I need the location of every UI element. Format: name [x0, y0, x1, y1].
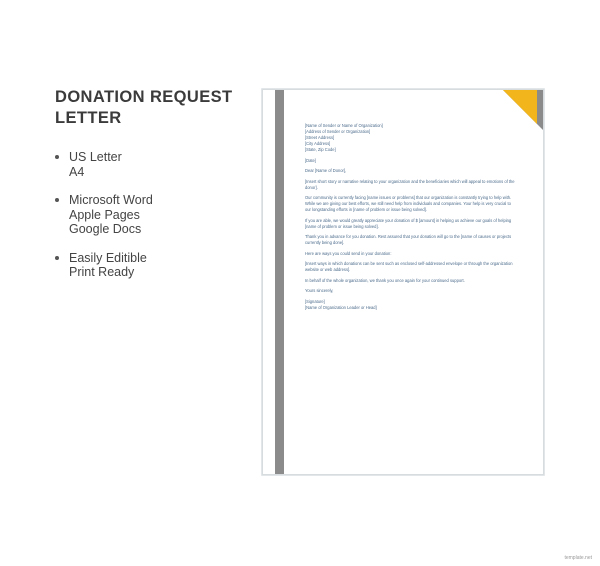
feature-line: Microsoft Word: [69, 193, 153, 207]
sender-line: [Name of Sender or Name of Organization]: [305, 123, 383, 128]
bullet-icon: [55, 198, 59, 202]
letter-paragraph: In behalf of the whole organization, we thank you once again for your continued support.: [305, 277, 465, 283]
feature-item-editing: [55, 251, 245, 280]
letter-paragraph: [Insert short story or narrative relating to your organization and the beneficiaries which will appeal to emotions of the donor].: [305, 178, 515, 190]
bullet-icon: [55, 155, 59, 159]
letter-salutation: Dear [Name of Donor],: [305, 168, 347, 173]
letter-body: [305, 123, 515, 315]
sender-line: [State, Zip Code]: [305, 147, 336, 152]
document-preview[interactable]: [262, 89, 544, 475]
sender-line: [Street Address]: [305, 135, 335, 140]
letter-closing: Yours sincerely,: [305, 288, 334, 293]
feature-line: A4: [69, 164, 85, 179]
document-side-bar: [275, 90, 284, 474]
letter-paragraph: Our community is currently facing [name issues or problems] that our organization is constantly trying to help with. While we are giving our best efforts, we still need help from individuals and companies. Your help is very crucial to our longstanding efforts in [name of problem or issue being solved].: [305, 195, 512, 212]
feature-line: Easily Editible: [69, 250, 147, 265]
feature-line: Google Docs: [69, 222, 142, 236]
letter-paragraph: Here are ways you could send in your donation:: [305, 250, 392, 256]
feature-line: Apple Pages: [69, 207, 140, 222]
letter-paragraph: [Insert ways in which donations can be sent such as enclosed self-addressed envelope or through the organization website or web address].: [305, 261, 513, 272]
letter-date: [Date]: [305, 157, 316, 163]
feature-item-software: [55, 193, 245, 237]
site-watermark: template.net: [564, 555, 592, 561]
signature-block: [305, 299, 515, 311]
signature-line: [Signature]: [305, 298, 325, 304]
feature-item-formats: [55, 150, 245, 179]
bullet-icon: [55, 256, 59, 260]
sender-line: [Address of Sender or Organization]: [305, 129, 371, 134]
feature-line: Print Ready: [69, 265, 135, 279]
letter-paragraph: Thank you in advance for you donation. Rest assured that your donation will go to the [name of causes or projects currently being done].: [305, 234, 512, 245]
letter-paragraph: If you are able, we would greatly appreciate your donation of $ [amount] in helping us achieve our goals of helping [name of problem or issue being solved].: [305, 217, 512, 229]
signature-line: [Name of Organization Leader or Head]: [305, 304, 377, 310]
sender-block: [305, 123, 515, 153]
feature-line: US Letter: [69, 150, 122, 164]
sender-line: [City Address]: [305, 141, 331, 146]
page-title: DONATION REQUEST LETTER: [55, 88, 233, 127]
feature-list: [55, 150, 245, 294]
